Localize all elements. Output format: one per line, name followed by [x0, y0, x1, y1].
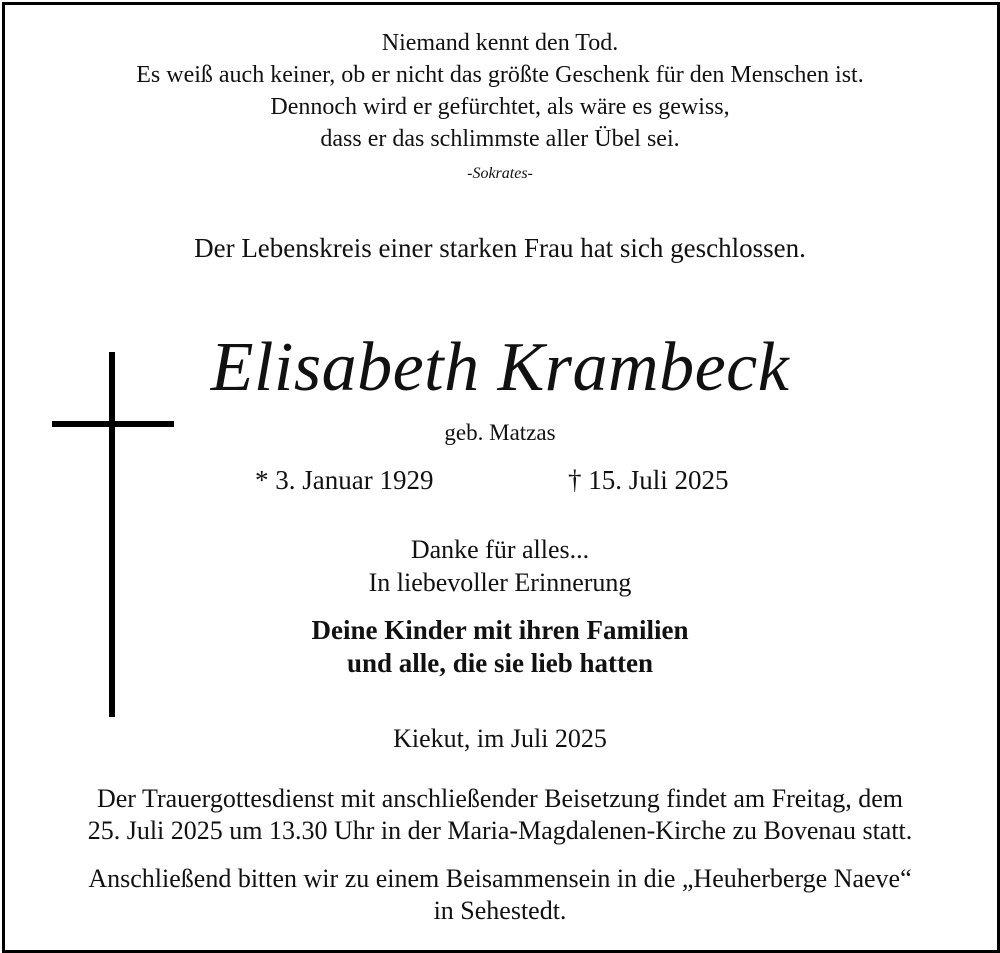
birth-name: geb. Matzas — [444, 420, 556, 445]
birth-date: * 3. Januar 1929 — [255, 465, 434, 495]
thanks-line-2: In liebevoller Erinnerung — [368, 568, 632, 597]
deceased-name: Elisabeth Krambeck — [210, 329, 790, 406]
quote-line-2: Es weiß auch keiner, ob er nicht das größte Geschenk für den Menschen ist. — [136, 62, 864, 88]
quote-line-4: dass er das schlimmste aller Übel sei. — [320, 126, 680, 152]
place-date: Kiekut, im Juli 2025 — [393, 724, 607, 753]
quote-source: -Sokrates- — [467, 165, 533, 182]
quote-line-1: Niemand kennt den Tod. — [381, 30, 619, 56]
service-line-1: Der Trauergottesdienst mit anschließender Beisetzung findet am Freitag, dem — [96, 784, 904, 813]
intro-text: Der Lebenskreis einer starken Frau hat sich geschlossen. — [194, 233, 806, 263]
mourners-line-1: Deine Kinder mit ihren Familien — [311, 615, 689, 645]
mourners-line-2: und alle, die sie lieb hatten — [346, 648, 654, 678]
service-line-2: 25. Juli 2025 um 13.30 Uhr in der Maria-Magdalenen-Kirche zu Bovenau statt. — [87, 816, 913, 845]
thanks-line-1: Danke für alles... — [410, 535, 590, 564]
quote-line-3: Dennoch wird er gefürchtet, als wäre es gewiss, — [270, 94, 730, 120]
death-date: † 15. Juli 2025 — [568, 465, 729, 495]
gathering-line-2: in Sehestedt. — [433, 896, 567, 925]
gathering-line-1: Anschließend bitten wir zu einem Beisammensein in die „Heuherberge Naeve“ — [88, 864, 912, 893]
